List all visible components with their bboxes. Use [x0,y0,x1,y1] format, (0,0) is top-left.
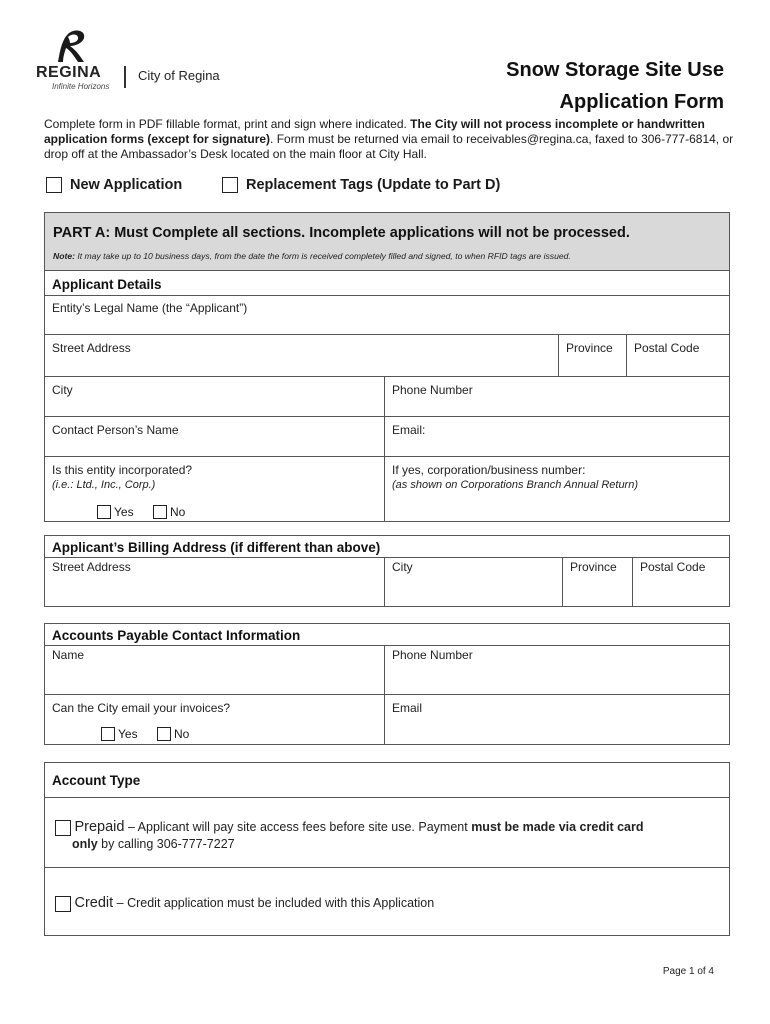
billing-address-section [44,535,730,607]
incorporated-hint: (i.e.: Ltd., Inc., Corp.) [52,479,156,491]
email-invoices-no-checkbox[interactable] [157,727,171,741]
incorporated-no-checkbox[interactable] [153,505,167,519]
email-invoices-no-option[interactable] [157,727,189,741]
postal-code-field[interactable] [627,335,729,377]
email-invoices-no-label: No [174,727,190,741]
billing-province-field[interactable] [563,557,633,606]
billing-postal-field[interactable] [633,557,729,606]
form-title [506,54,724,118]
email-invoices-label: Can the City email your invoices? [52,701,231,715]
postal-code-label: Postal Code [634,341,700,355]
prepaid-checkbox[interactable] [55,820,71,836]
replacement-tags-option[interactable] [222,177,500,193]
prepaid-label: Prepaid [74,819,125,835]
email-invoices-yes-label: Yes [118,727,138,741]
province-field[interactable] [559,335,627,377]
billing-street-label: Street Address [52,560,131,574]
email-invoices-yes-checkbox[interactable] [101,727,115,741]
applicant-details-section [44,270,730,522]
email-invoices-yes-option[interactable] [101,727,138,741]
divider [45,797,729,798]
phone-number-field[interactable] [385,377,729,417]
prepaid-bold-only: only [72,837,98,851]
city-label: City [52,383,73,397]
ap-email-field[interactable] [385,695,729,744]
prepaid-description: – Applicant will pay site access fees before site use. Payment [124,820,472,834]
new-application-option[interactable] [46,177,182,193]
accounts-payable-section [44,623,730,745]
incorporated-label: Is this entity incorporated? [52,463,193,477]
logo-city-name: City of Regina [138,68,220,83]
city-logo [36,28,226,94]
logo-wordmark: REGINA [36,64,102,81]
applicant-details-heading: Applicant Details [52,277,162,292]
regina-r-logo-icon [48,28,92,66]
intro-bold-text: The City will not process incomplete or handwritten application forms (except for signature) [44,117,705,146]
part-a-header [44,212,730,270]
divider [45,867,729,868]
contact-person-field[interactable] [45,417,385,457]
credit-checkbox[interactable] [55,896,71,912]
billing-province-label: Province [570,560,617,574]
ap-name-field[interactable] [45,645,385,695]
email-label: Email: [392,423,426,437]
email-field[interactable] [385,417,729,457]
accounts-payable-heading: Accounts Payable Contact Information [52,628,301,643]
email-invoices-question [45,695,385,744]
incorporated-no-option[interactable] [153,505,185,519]
phone-number-label: Phone Number [392,383,473,397]
street-address-label: Street Address [52,341,131,355]
street-address-field[interactable] [45,335,559,377]
prepaid-option[interactable] [55,819,720,853]
billing-street-field[interactable] [45,557,385,606]
ap-phone-label: Phone Number [392,648,473,662]
account-type-heading: Account Type [52,773,141,788]
replacement-tags-label: Replacement Tags (Update to Part D) [246,177,501,193]
billing-city-label: City [392,560,413,574]
billing-postal-label: Postal Code [640,560,706,574]
form-title-line2: Application Form [559,91,724,113]
intro-text-1: Complete form in PDF fillable format, print and sign where indicated. [44,117,411,131]
credit-option[interactable] [55,895,434,912]
part-a-note [53,251,571,261]
contact-person-label: Contact Person’s Name [52,423,179,437]
corporation-number-hint: (as shown on Corporations Branch Annual Return) [392,479,639,491]
account-type-section [44,762,730,936]
new-application-label: New Application [70,177,183,193]
province-label: Province [566,341,613,355]
logo-tagline: Infinite Horizons [52,82,110,91]
incorporated-no-label: No [170,505,186,519]
prepaid-bold-text: must be made via credit card [471,820,644,834]
page-number: Page 1 of 4 [662,966,714,977]
credit-label: Credit [74,895,114,911]
billing-city-field[interactable] [385,557,563,606]
part-a-note-text: It may take up to 10 business days, from the date the form is received completely filled and signed, to when RFID tags are issued. [74,251,571,261]
form-title-line1: Snow Storage Site Use [506,59,724,81]
incorporated-yes-checkbox[interactable] [97,505,111,519]
legal-name-field[interactable] [45,295,729,335]
corporation-number-field[interactable] [385,457,729,521]
ap-phone-field[interactable] [385,645,729,695]
new-application-checkbox[interactable] [46,177,62,193]
part-a-title: PART A: Must Complete all sections. Incomplete applications will not be processed. [53,225,630,241]
logo-divider [124,66,126,88]
legal-name-label: Entity’s Legal Name (the “Applicant”) [52,301,248,315]
city-field[interactable] [45,377,385,417]
ap-email-label: Email [392,701,423,715]
replacement-tags-checkbox[interactable] [222,177,238,193]
billing-address-heading: Applicant’s Billing Address (if different than above) [52,540,381,555]
ap-name-label: Name [52,648,85,662]
incorporated-yes-label: Yes [114,505,134,519]
corporation-number-label: If yes, corporation/business number: [392,463,586,477]
incorporated-yes-option[interactable] [97,505,134,519]
prepaid-phone-text: by calling 306-777-7227 [97,837,235,851]
credit-description: – Credit application must be included with this Application [113,896,435,910]
incorporated-question [45,457,385,521]
intro-paragraph [44,117,734,162]
intro-text-2: . Form must be returned via email to receivables@regina.ca, faxed to 306-777-6814, or drop off at the Ambassador’s Desk located on the main floor at City Hall. [44,132,734,161]
part-a-note-label: Note: [53,251,75,261]
